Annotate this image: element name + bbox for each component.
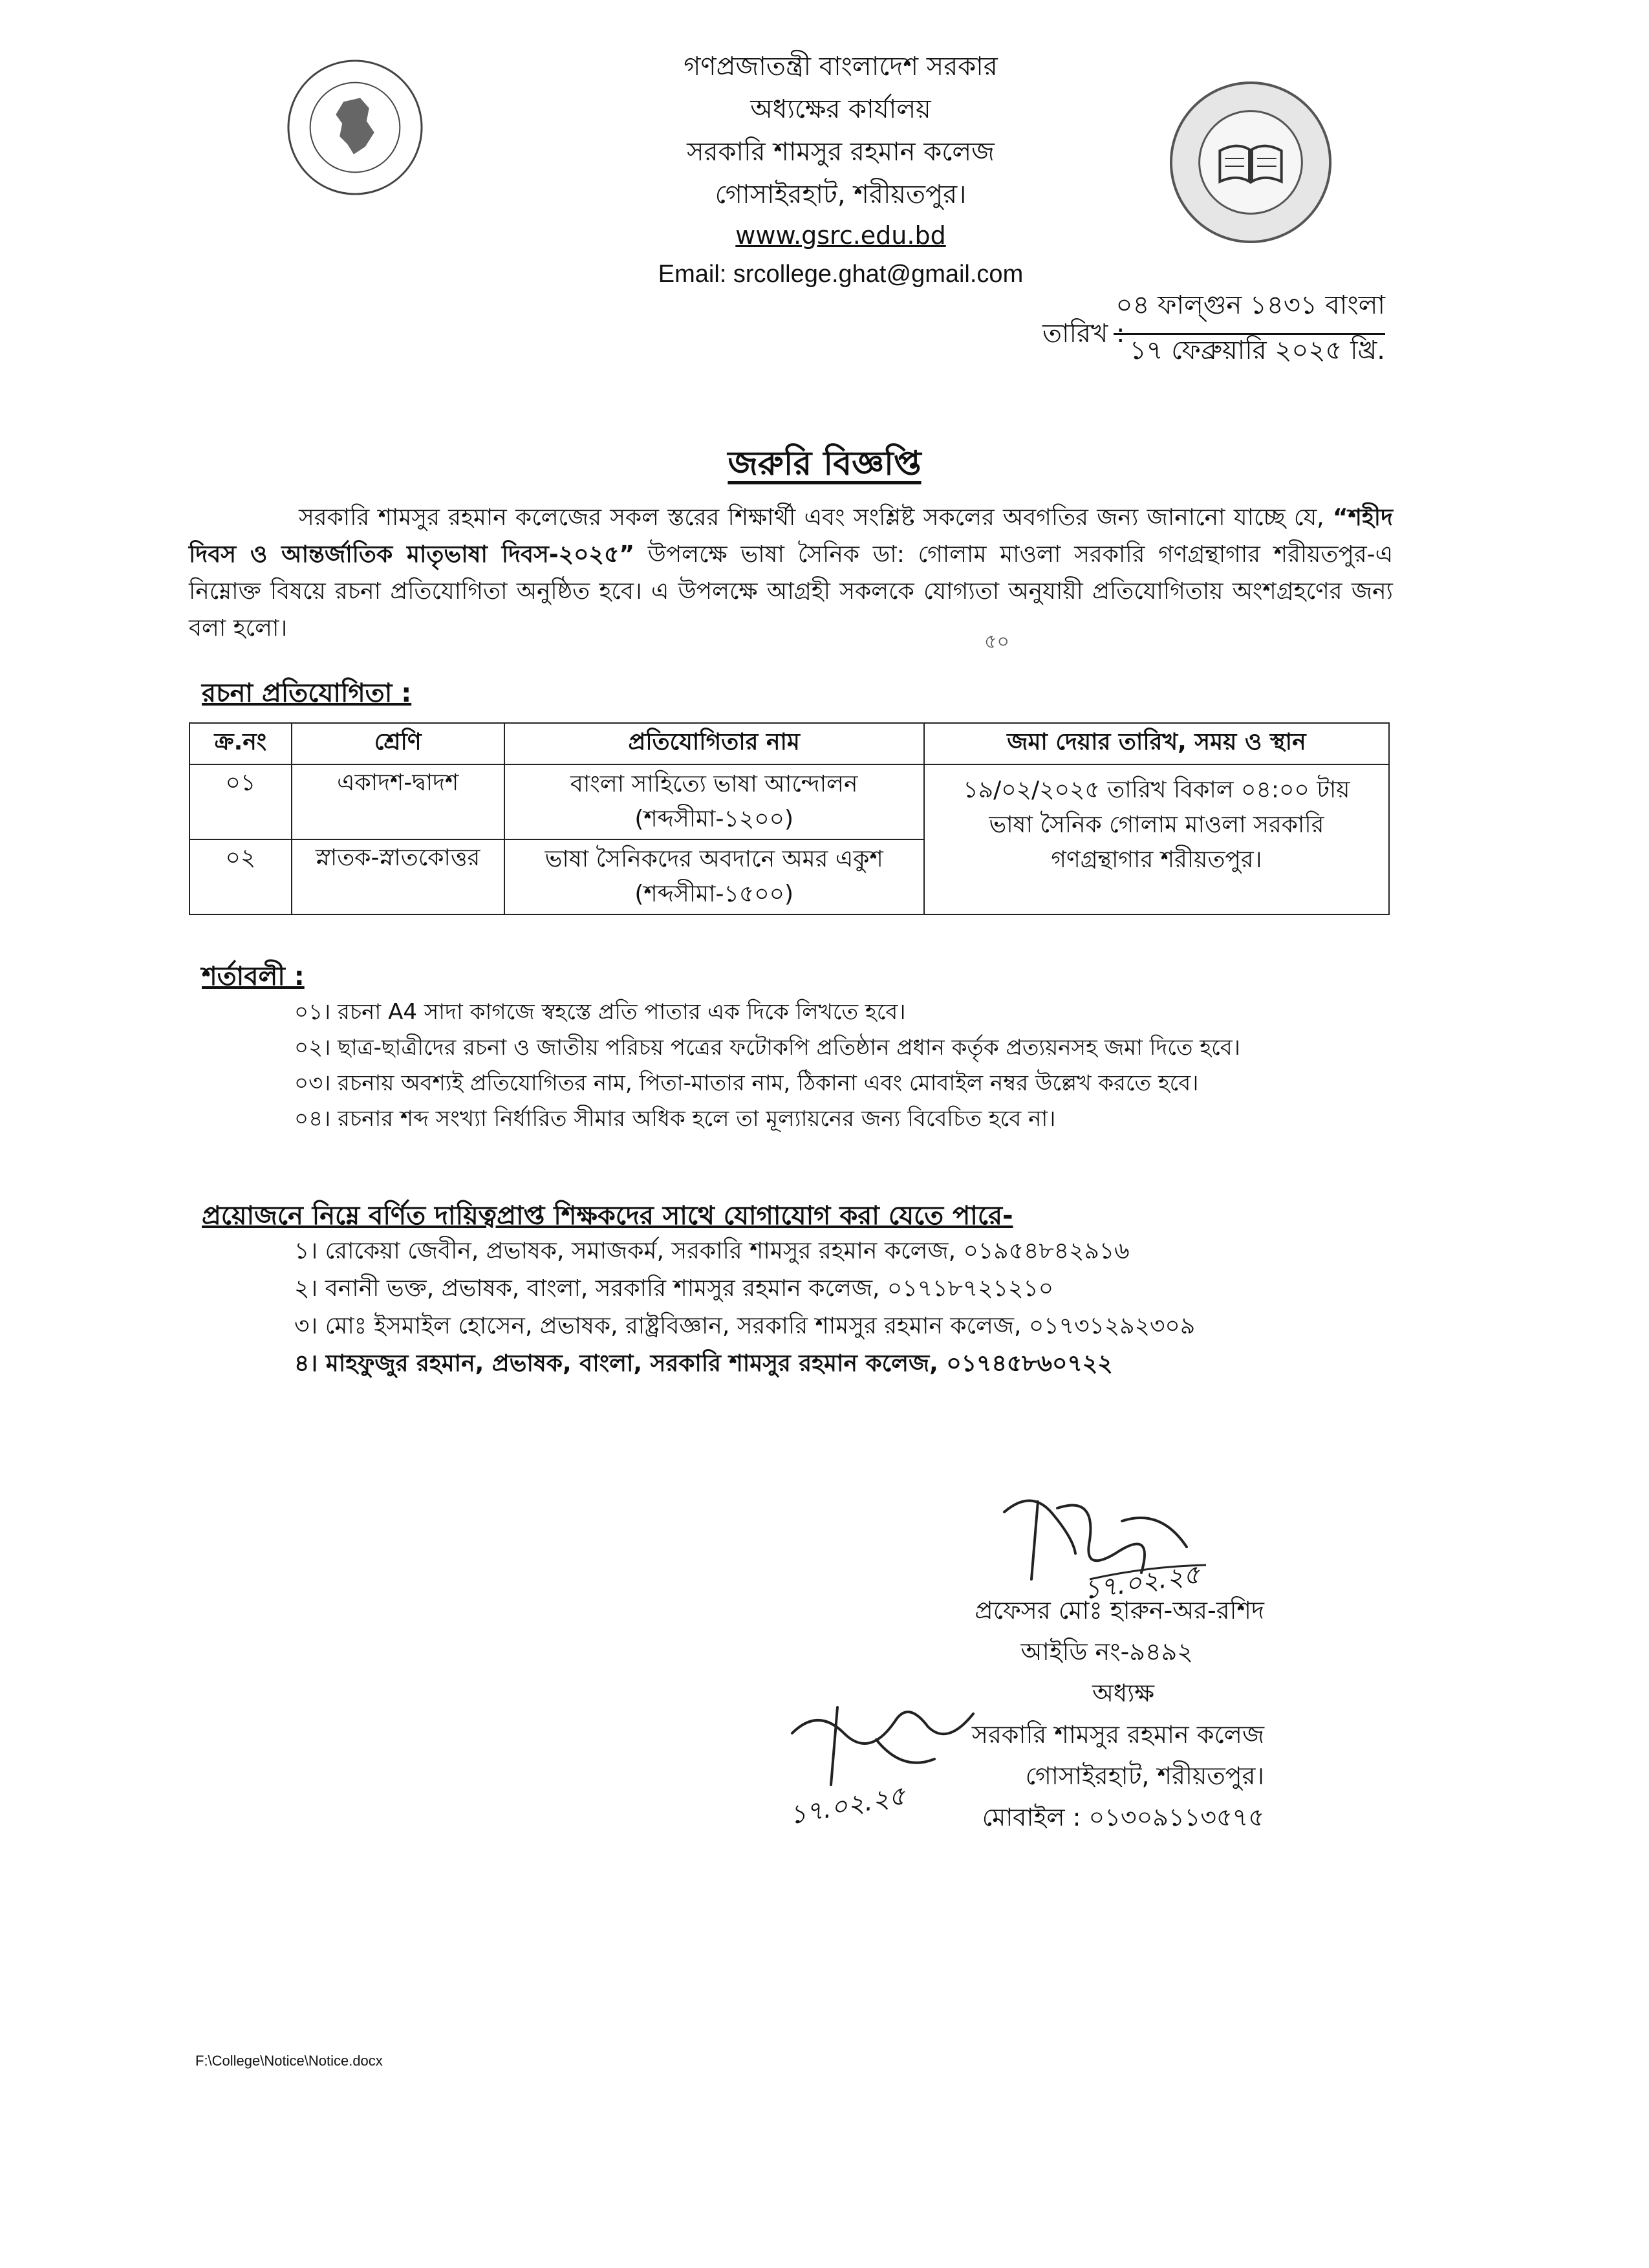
venue-line: ১৯/০২/২০২৫ তারিখ বিকাল ০৪:০০ টায় [963, 777, 1350, 803]
stray-mark: ৫০ [984, 631, 1009, 653]
signatory-name: প্রফেসর মোঃ হারুন-অর-রশিদ [975, 1596, 1264, 1625]
conditions-list [294, 995, 1240, 1137]
competition-topic: ভাষা সৈনিকদের অবদানে অমর একুশ [544, 846, 883, 872]
contacts-title: প্রয়োজনে নিম্নে বর্ণিত দায়িত্বপ্রাপ্ত শিক্ষকদের সাথে যোগাযোগ করা যেতে পারে- [202, 1201, 1013, 1231]
letterhead [550, 45, 1132, 294]
venue-line: গণগ্রন্থাগার শরীয়তপুর। [1051, 847, 1262, 873]
body-emphasis: “শহীদ দিবস ও আন্তর্জাতিক মাতৃভাষা দিবস-২০২৫” [189, 504, 1393, 568]
word-limit: (শব্দসীমা-১৫০০) [634, 881, 794, 907]
handwritten-date: ১৭.০২.২৫ [1081, 1559, 1202, 1606]
date-bangla: ০৪ ফাল্গুন ১৪৩১ বাংলা [1114, 285, 1385, 335]
contacts-list [294, 1233, 1195, 1383]
row-class: স্নাতক-স্নাতকোত্তর [292, 839, 504, 914]
col-name-header: প্রতিযোগিতার নাম [504, 723, 924, 764]
word-limit: (শব্দসীমা-১২০০) [634, 806, 794, 832]
col-serial-header: ক্র.নং [189, 723, 292, 764]
row-class: একাদশ-দ্বাদশ [292, 764, 504, 839]
body-part-1: সরকারি শামসুর রহমান কলেজের সকল স্তরের শিক্ষার্থী এবং সংশ্লিষ্ট সকলের অবগতির জন্য জানানো যাচ্ছে যে, [299, 504, 1324, 531]
file-path: F:\College\Notice\Notice.docx [195, 2053, 383, 2069]
list-item: ০১। রচনা A4 সাদা কাগজে স্বহস্তে প্রতি পাতার এক দিকে লিখতে হবে। [294, 999, 906, 1025]
body-part-2: উপলক্ষে ভাষা সৈনিক ডা: গোলাম মাওলা সরকারি গণগ্রন্থাগার শরীয়তপুর-এ নিম্নোক্ত বিষয়ে রচনা প্রতিযোগিতা অনুষ্ঠিত হবে। এ উপলক্ষে আগ্রহী সকলকে যোগ্যতা অনুযায়ী প্রতিযোগিতায় অংশগ্রহণের জন্য বলা হলো। [189, 541, 1393, 642]
competition-title: রচনা প্রতিযোগিতা : [202, 678, 412, 708]
date-english: ১৭ ফেব্রুয়ারি ২০২৫ খ্রি. [1129, 336, 1385, 365]
header-line-location: গোসাইরহাট, শরীয়তপুর। [715, 180, 967, 210]
venue-line: ভাষা সৈনিক গোলাম মাওলা সরকারি [989, 812, 1324, 838]
list-item: ০৩। রচনায় অবশ্যই প্রতিযোগিতর নাম, পিতা-মাতার নাম, ঠিকানা এবং মোবাইল নম্বর উল্লেখ করতে হবে। [294, 1070, 1199, 1096]
signatory-designation: অধ্যক্ষ [1092, 1679, 1154, 1707]
college-seal-icon [1167, 79, 1334, 246]
venue-cell [924, 764, 1389, 914]
row-serial: ০১ [189, 764, 292, 839]
list-item: ৪। মাহফুজুর রহমান, প্রভাষক, বাংলা, সরকারি শামসুর রহমান কলেজ, ০১৭৪৫৮৬০৭২২ [294, 1350, 1113, 1377]
handwritten-date: ১৭.০২.২৫ [787, 1780, 908, 1831]
list-item: ৩। মোঃ ইসমাইল হোসেন, প্রভাষক, রাষ্ট্রবিজ্ঞান, সরকারি শামসুর রহমান কলেজ, ০১৭৩১২৯২৩০৯ [294, 1313, 1196, 1339]
list-item: ২। বনানী ভক্ত, প্রভাষক, বাংলা, সরকারি শামসুর রহমান কলেজ, ০১৭১৮৭২১২১০ [294, 1275, 1054, 1302]
list-item: ০২। ছাত্র-ছাত্রীদের রচনা ও জাতীয় পরিচয় পত্রের ফটোকপি প্রতিষ্ঠান প্রধান কর্তৃক প্রত্যয়নসহ জমা দিতে হবে। [294, 1035, 1240, 1061]
government-seal-icon [285, 57, 426, 198]
signatory-location: গোসাইরহাট, শরীয়তপুর। [1025, 1762, 1264, 1790]
table-header-row [189, 723, 1389, 764]
signatory-mobile: মোবাইল : ০১৩০৯১১৩৫৭৫ [982, 1803, 1264, 1831]
row-competition-name [504, 839, 924, 914]
header-line-government: গণপ্রজাতন্ত্রী বাংলাদেশ সরকার [684, 52, 998, 81]
table-row [189, 764, 1389, 839]
competition-table [189, 722, 1390, 915]
notice-body [189, 499, 1393, 647]
signatory-college: সরকারি শামসুর রহমান কলেজ [971, 1720, 1264, 1749]
email-address: Email: srcollege.ghat@gmail.com [658, 261, 1024, 288]
header-line-office: অধ্যক্ষের কার্যালয় [750, 94, 931, 124]
header-line-college: সরকারি শামসুর রহমান কলেজ [687, 137, 995, 167]
notice-title-text: জরুরি বিজ্ঞপ্তি [727, 444, 921, 483]
website-link[interactable]: www.gsrc.edu.bd [735, 221, 946, 250]
col-class-header: শ্রেণি [292, 723, 504, 764]
row-serial: ০২ [189, 839, 292, 914]
signatory-id: আইডি নং-৯৪৯২ [1020, 1637, 1193, 1666]
row-competition-name [504, 764, 924, 839]
conditions-title: শর্তাবলী : [202, 962, 305, 991]
date-label: তারিখ : [1042, 319, 1125, 349]
col-venue-header: জমা দেয়ার তারিখ, সময় ও স্থান [924, 723, 1389, 764]
list-item: ০৪। রচনার শব্দ সংখ্যা নির্ধারিত সীমার অধিক হলে তা মূল্যায়নের জন্য বিবেচিত হবে না। [294, 1106, 1056, 1132]
competition-topic: বাংলা সাহিত্যে ভাষা আন্দোলন [570, 771, 858, 797]
signature-block [831, 1590, 1264, 1838]
notice-title [0, 437, 1649, 493]
list-item: ১। রোকেয়া জেবীন, প্রভাষক, সমাজকর্ম, সরকারি শামসুর রহমান কলেজ, ০১৯৫৪৮৪২৯১৬ [294, 1238, 1130, 1264]
